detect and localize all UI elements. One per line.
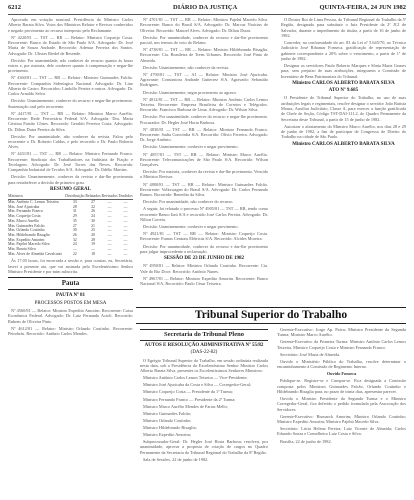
table-header-cell: Tendidos xyxy=(118,194,133,199)
signature: Ministro CARLOS ALBERTO BARATA SILVA xyxy=(292,80,395,86)
table-cell: — xyxy=(107,251,112,256)
paragraph: Nº 4812/81 — TST — RR — Relator: Ministro Antônio Carlos Lemos Teixeira. Recorrente: Empresa Brasileira de Correios e Telégrafos. Recorrido: Francisco Barbosa de Lima. Advogado: Dr. Wilson Silva. xyxy=(140,96,268,113)
table-cell: 21 xyxy=(91,223,95,228)
paragraph: Decisão: Unanimemente, não conhecer da revista. xyxy=(143,64,230,70)
pauta-heading: Pauta xyxy=(8,277,133,290)
table-cell: 24 xyxy=(72,242,77,247)
table-cell: 30 xyxy=(91,218,95,223)
paragraph: Brasília, 22 de junho de 1982. xyxy=(280,438,332,444)
page-header xyxy=(8,3,406,15)
pauta-subtitle: PROCESSOS POSTOS EM MESA xyxy=(34,300,107,306)
tribunal-left-column xyxy=(140,327,268,497)
pauta-title: PAUTA Nº 81 xyxy=(56,293,85,299)
paragraph: Nº 4921/81 — TST — RR — Relator: Ministro Coqueijo Costa. Recorrente: Furnas Centrais Elétricas S/A. Recorrido: Alcides Moreira. xyxy=(140,231,268,242)
table-cell: — xyxy=(107,232,112,237)
paragraph: Nº 4967/81 — Relator: Ministro Expedito Amorim. Recorrente: Banco Nacional S/A. Recorrido: Paulo César Teixeira. xyxy=(140,275,268,287)
table-cell: 27 xyxy=(91,199,95,204)
paragraph: Decisão: Por unanimidade, conhecer do recurso e dar-lhe provimento para julgar improcedente a reclamação. xyxy=(140,243,268,254)
paragraph: Decisão: Unanimemente, negar provimento ao agravo. xyxy=(143,89,237,95)
resolution-subtitle: (DAS-22-82) xyxy=(190,350,218,356)
table-cell: 22 xyxy=(72,251,77,256)
paragraph: Subprocurador-Geral: Dr. Hegler José Horta Barbosa; resolveu, por unanimidade, aprovar a proposta de criação de cargos no Quadro Permanente da Secretaria do Tribunal Regional do Trabalho da 8ª Região. xyxy=(140,439,268,455)
column-2 xyxy=(140,17,268,302)
paragraph: Decisão: Unanimemente, conhecer da revista e dar-lhe provimento para restabelecer a decisão de primeiro grau. xyxy=(8,174,133,185)
table-cell: — xyxy=(123,251,128,256)
paragraph: Decisão: Por unanimidade, não conhecer da revista. Falou pelo recorrente o Dr. Roberto Caldas, e pelo recorrido o Dr. Paulo Roberto Alves. xyxy=(8,133,133,150)
table-cell: — xyxy=(123,247,128,252)
paragraph: Decisão: Por maioria, conhecer da revista e dar-lhe provimento. Vencido o Ministro Revisor. xyxy=(140,169,268,180)
table-cell: — xyxy=(107,209,112,214)
table-cell: 31 xyxy=(72,209,77,214)
paragraph: Ministro Hildebrando Bisaglia; xyxy=(143,424,197,430)
paragraph: Ministro Guimarães Falcão; xyxy=(143,410,192,416)
table-cell: Min. Alves de Almeida Cavalcanti xyxy=(8,251,62,256)
table-cell: — xyxy=(123,242,128,247)
page-number: 6212 xyxy=(8,4,21,11)
paragraph: Conceder, na conformidade do art. 83 da Lei nº 5.645/70, ao Técnico Judiciário José Ribamar Fonseca, gratificação de representação de gabinete correspondente a 20% sobre o vencimento, a partir de 1º de junho de 1982. xyxy=(281,39,406,61)
paragraph: Nº 4431/81 — TST — RR — Relator: Ministro Fernando Franco. Recorrente: Sindicato dos Trabalhadores na Indústria de Fiação e Tecelagem. Advogado: Dr. José Torres das Neves. Recorrida: Companhia Industrial de Tecidos S/A. Advogado: Dr. Ildélio Martins. xyxy=(8,151,133,173)
col1-text xyxy=(8,17,133,185)
table-cell: 24 xyxy=(91,214,95,219)
table-header-cell: Revisados xyxy=(101,194,118,199)
table-cell: 19 xyxy=(91,242,95,247)
table-cell: — xyxy=(107,214,112,219)
table-cell: — xyxy=(107,242,112,247)
table-cell: 26 xyxy=(72,232,77,237)
table-cell: — xyxy=(107,228,112,233)
table-cell: 22 xyxy=(91,204,95,209)
table-cell: — xyxy=(123,228,128,233)
issue-date: QUINTA-FEIRA, 24 JUN 1982 xyxy=(319,4,406,11)
paragraph: Ministro Coqueijo Costa — Presidente da 1ª Turma; xyxy=(143,389,233,395)
paragraph: Nº 4950/81 — Relator: Ministro Orlando Coutinho. Recorrente: Cia. Vale do Rio Doce. Recorrido: Antônio Nunes. xyxy=(140,263,268,274)
closing-paragraph: Às 17:05 horas, foi encerrada a sessão e, para constar, eu, Secretária, lavrei a presente ata, que vai assinada pelo Excelentíssimo Senhor Ministro Presidente e por mim subscrita. xyxy=(8,258,133,275)
table-cell: — xyxy=(123,199,128,204)
paragraph: Ministro Marco Aurélio Mendes de Farias Mello; xyxy=(143,403,228,409)
journal-title: DIÁRIO DA JUSTIÇA xyxy=(173,4,238,11)
table-cell: Min. Pajehú Macedo Silva xyxy=(8,242,50,247)
table-cell: — xyxy=(107,247,112,252)
paragraph: Nº 4880/81 — TST — RR — Relator: Ministro Guimarães Falcão. Recorrente: Volkswagen do Brasil S/A. Advogado: Dr. Carlos Fernando Ramos. Recorrido: Benedito da Silva. xyxy=(140,181,268,198)
table-header-cell: Relatados xyxy=(85,194,101,199)
table-cell: 28 xyxy=(72,204,77,209)
table-cell: — xyxy=(123,223,128,228)
paragraph: Secretário: Lúcia Helena Pereira; Luiz Vicente de Almeida; Carlos Eduardo Souza e Conselheiro Luiz Costa e Silva. xyxy=(277,426,406,437)
paragraph: Nº 4738/81 — TST — RR — Relator: Ministro Hildebrando Bisaglia. Recorrente: Cia. Brasileira de Trens Urbanos. Recorrido: José Pinto de Almeida. xyxy=(140,47,268,63)
table-cell: 27 xyxy=(72,223,77,228)
paragraph: Nº 4857/81 — TST — RR — Relator: Ministro Marco Aurélio. Recorrente: Telecomunicações de São Paulo S/A. Recorrido: Wilson Gonçalves. xyxy=(140,151,268,168)
paragraph: Aprovado em votação nominal. Presidência do Ministro Carlos Alberto Barata Silva. Votos dos Ministros Relator e Revisor conhecidos e negado provimento ao recurso interposto pelo Reclamante. xyxy=(8,17,133,33)
section-label: Ouvido Fonseca xyxy=(326,371,357,377)
table-cell: — xyxy=(123,237,128,242)
paragraph: Decisão: Por unanimidade, não conhecer do recurso quanto às horas extras e, por maioria, dele conhecer quanto à compensação e negar-lhe provimento. xyxy=(8,57,133,74)
paragraph: Nº 4790/81 — TST — AI — Relator: Ministro José Ajuricaba. Agravante: Construtora Andrade Gutierrez S/A. Agravado: Sebastião Rodrigues. xyxy=(140,71,268,88)
paragraph: Nº 4612/81 — Relator: Ministro Orlando Coutinho. Recorrente: Petrobrás. Recorrido: Antônio Carlos Mendes. xyxy=(8,325,133,336)
table-cell: 30 xyxy=(72,228,77,233)
table-cell: Min. Expedito Amorim xyxy=(8,237,45,242)
paragraph: Decisão: Unanimemente, conhecer e negar provimento. xyxy=(143,224,239,230)
paragraph: Ministro Expedito Amorim; xyxy=(143,432,191,438)
table-cell: 32 xyxy=(72,237,77,242)
table-cell: Min. Guimarães Falcão xyxy=(8,223,45,228)
table-cell: 28 xyxy=(91,237,95,242)
table-cell: — xyxy=(107,204,112,209)
table-cell: — xyxy=(107,218,112,223)
paragraph: Gerente-Executivo: Bismarck Amorim; Ministro Orlando Coutinho; Ministro Expedito Amorim; Ministro Pajehú Macedo Silva. xyxy=(277,413,406,425)
table-cell: 26 xyxy=(91,209,95,214)
table-cell: — xyxy=(72,247,77,252)
tribunal-section xyxy=(136,304,406,327)
table-cell: — xyxy=(91,247,95,252)
column-4 xyxy=(281,17,406,302)
paragraph: O Presidente do Tribunal Superior do Trabalho, no uso de suas atribuições legais e regimentais, resolve designar o servidor João Batista Moura, Auxiliar Judiciário, Classe A, para exercer a função gratificada de Chefe de Seção, Código TST-DAI-111.2, do Quadro Permanente da Secretaria deste Tribunal, a partir de 15 de junho de 1982. xyxy=(281,95,406,122)
paragraph: Decisão: Por unanimidade, não conhecer do recurso. xyxy=(143,199,234,205)
paragraph: Decisão: Por unanimidade, conhecer do recurso e dar-lhe provimento parcial, nos termos do voto do Relator. xyxy=(140,34,268,45)
table-cell: Min. Barata Silva xyxy=(8,247,36,252)
paragraph: Ouvido o Ministro Presidente da Segunda Turma e o Ministro Corregedor-Geral, fica deferido o pedido formulado pela Associação dos Servidores. xyxy=(277,396,406,412)
table-cell: — xyxy=(123,214,128,219)
paragraph: Ouvido o Ministério Público do Trabalho, resolve determinar o encaminhamento à Comissão de Regimento Interno. xyxy=(277,358,406,370)
summary-table xyxy=(8,194,133,256)
paragraph: Decisão: Por unanimidade, conhecer do recurso e negar-lhe provimento. Procurador: Dr. Hegler José Horta Barbosa. xyxy=(140,114,268,125)
table-header-cell: Distribuição xyxy=(65,194,85,199)
paragraph: Nº 4220/81 — TST — RR — Relator: Ministro Coqueijo Costa. Recorrente: Banco do Estado de São Paulo S/A. Advogado: Dr. José Maria de Souza Andrade. Recorrido: Ademar Ferreira dos Santos. Advogado: Dr. Ulisses Riedel de Resende. xyxy=(8,34,133,56)
paragraph: Autorizar o afastamento do Ministro Marco Aurélio, nos dias 28 e 29 de junho de 1982, a fim de participar de Congresso de Direito do Trabalho na cidade de São Paulo. xyxy=(281,123,406,140)
paragraph: Decisão: Unanimemente, conhecer do recurso e negar-lhe provimento. Sustentação oral pelo recorrente. xyxy=(8,98,133,109)
paragraph: Gerente-Executivo: Jorge Ap. Paiva; Ministro Presidente da Segunda Turma; Ministro Marco Aurélio. xyxy=(277,327,406,338)
table-cell: Min. Marco Aurélio xyxy=(8,218,40,223)
paragraph: Secretário: José Maria de Almeida. xyxy=(280,351,341,357)
table-cell: Min. José Ajuricaba xyxy=(8,204,40,209)
tribunal-right-column xyxy=(277,327,406,497)
secretaria-heading: Secretaria do Tribunal Pleno xyxy=(140,329,268,341)
paragraph: Ministro Orlando Coutinho; xyxy=(143,417,192,423)
paragraph: Nº 4560/81 — Relator: Ministro Expedito Amorim. Recorrente: Caixa Econômica Federal. Advogado: Dr. Luiz Fernando Acioli. Recorrido: Rubens de Oliveira Pinto. xyxy=(8,307,133,324)
table-row xyxy=(8,252,133,257)
table-cell: — xyxy=(123,209,128,214)
paragraph: Ministro Fernando Franco — Presidente da 2ª Turma; xyxy=(143,396,236,402)
column-1 xyxy=(8,17,133,495)
tribunal-title: Tribunal Superior do Trabalho xyxy=(136,307,406,324)
paragraph: Nº 4360/81 — TST — RR — Relator: Ministro Guimarães Falcão. Recorrente: Companhia Siderúrgica Nacional. Advogado: Dr. Lino Alberto de Castro. Recorridos: Lindolfo Pereira e outros. Advogado: Dr. Carlos Arnaldo Selva. xyxy=(8,75,133,97)
signature: Ministro CARLOS ALBERTO BARATA SILVA xyxy=(292,141,395,147)
table-cell: — xyxy=(123,232,128,237)
paragraph: Ministro Antônio Carlos Lemos Teixeira — Vice-Presidente; xyxy=(143,375,248,381)
paragraph: O Doutor Rui de Lima Pessoa, do Tribunal Regional do Trabalho da 5ª Região, designado para substituir o Juiz Presidente da 2ª JCJ de Salvador, durante o impedimento do titular, a partir de 16 de junho de 1982. xyxy=(281,17,406,38)
table-cell: 29 xyxy=(72,214,77,219)
table-header-cell: Ministros xyxy=(8,194,65,199)
table-cell: — xyxy=(107,199,112,204)
paragraph: Gerente-Executivo da Primeira Turma: Ministro Antônio Carlos Lemos Teixeira, Ministro Coqueijo Costa e Ministro Fernando Franco. xyxy=(277,339,406,350)
table-cell: Min. Hildebrando Bisaglia xyxy=(8,232,50,237)
table-cell: Min. Antônio C. Lemos Teixeira xyxy=(8,199,59,204)
resolution-title: AUTOS E RESOLUÇÃO ADMINISTRATIVA Nº 55/82 xyxy=(144,343,264,348)
table-cell: Min. Orlando Coutinho xyxy=(8,228,45,233)
table-cell: 20 xyxy=(91,232,95,237)
session-date: SESSÃO DE 23 DE JUNHO DE 1982 xyxy=(163,256,244,262)
table-cell: 25 xyxy=(91,228,95,233)
paragraph: Nº 4701/81 — TST — RR — Relator: Ministro Pajehú Macedo Silva. Recorrente: Banco do Brasil S/A. Advogado: Dr. Marcus Vinícius de Oliveira. Recorrido: Manoel Alves. Advogado: Dr. Dilton Dutra. xyxy=(140,17,268,33)
paragraph: O Egrégio Tribunal Superior do Trabalho, em sessão ordinária realizada nesta data, sob a Presidência do Excelentíssimo Senhor Ministro Carlos Alberto Barata Silva, presentes os Excelentíssimos Senhores Ministros: xyxy=(140,357,268,374)
paragraph: Sala de Sessões, 22 de junho de 1982. xyxy=(143,456,209,462)
table-cell: 18 xyxy=(91,251,95,256)
resumo-title: RESUMO GERAL xyxy=(50,186,91,192)
table-cell: Min. Coqueijo Costa xyxy=(8,214,41,219)
paragraph: Decisão: Unanimemente, conhecer e negar provimento. xyxy=(143,144,239,150)
table-cell: Min. Fernando Franco xyxy=(8,209,43,214)
table-cell: — xyxy=(123,204,128,209)
paragraph: Designar os servidores Paulo Roberto Marques e Sônia Maria Gomes para, sem prejuízo de suas atribuições, integrarem a Comissão de Inventário de Bens Patrimoniais do Tribunal. xyxy=(281,62,406,79)
table-cell: — xyxy=(107,223,112,228)
paragraph: Nº 4417/81 — TST — RR — Relator: Ministro Marco Aurélio. Recorrente: Rede Ferroviária Federal S/A. Advogada: Dra. Maria Cristina Paixão Côrtes. Recorrido: Geraldo Ferreira Costa. Advogado: Dr. Dilton Dutra Pereira da Silva. xyxy=(8,110,133,132)
paragraph: Nº 4830/81 — TST — RR — Relator: Ministro Fernando Franco. Recorrente: Sadia Concórdia S/A. Recorrido: Olívio Ferreira. Advogado: Dr. Jorge Antônio. xyxy=(140,126,268,143)
table-cell: — xyxy=(123,218,128,223)
paragraph: Ministro José Ajuricaba da Costa e Silva — Corregedor-Geral; xyxy=(143,382,252,388)
paragraph: Publique-se. Registre-se e Cumpra-se. Fica designada a Comissão composta pelos Ministros Guimarães Falcão, Orlando Coutinho e Hildebrando Bisaglia para, no prazo de trinta dias, apresentar parecer. xyxy=(277,378,406,394)
table-cell: 35 xyxy=(72,218,77,223)
table-cell: 33 xyxy=(72,199,77,204)
paragraph: A seguir, foi relatado o processo Nº 4905/81 — TST — RR, tendo como recorrente Banco Itaú S/A e recorrido José Carlos Pereira. Advogado: Dr. Nilton Correia. xyxy=(140,206,268,222)
ato-title: ATO Nº 9.685 xyxy=(328,88,359,94)
table-cell: — xyxy=(107,237,112,242)
